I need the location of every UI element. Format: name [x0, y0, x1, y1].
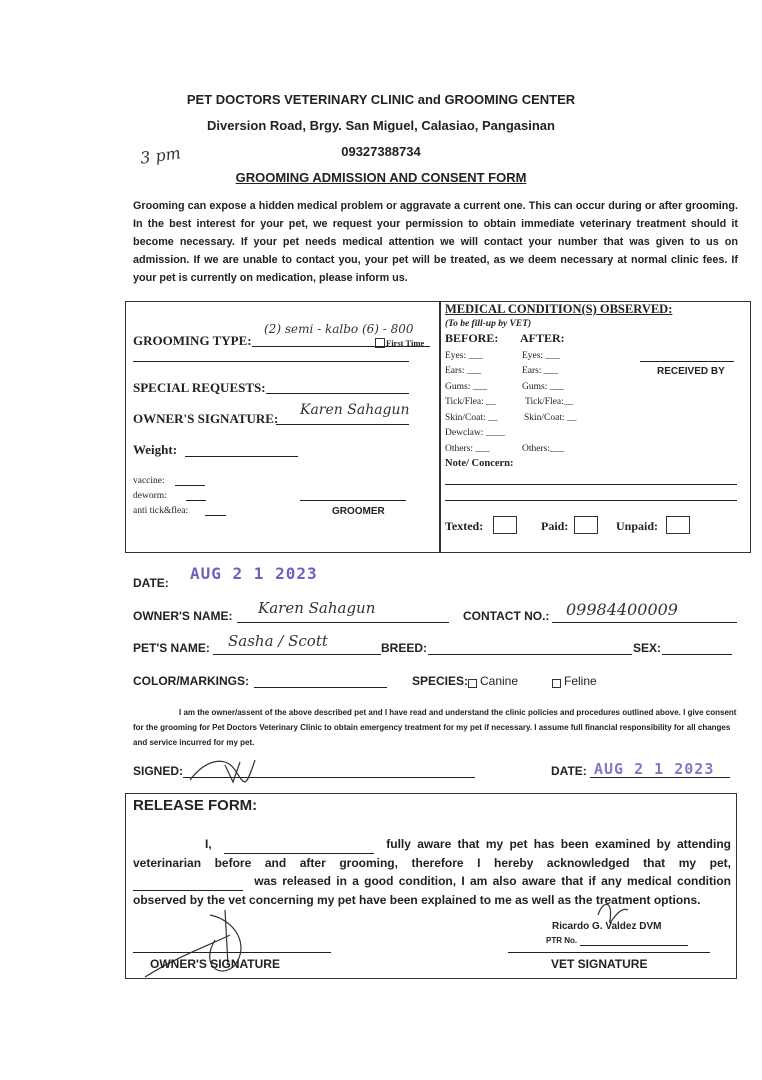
clinic-phone: 09327388734	[341, 144, 421, 159]
breed-field[interactable]	[428, 654, 632, 655]
after-eyes[interactable]: Eyes: ___	[522, 351, 560, 361]
release-owner-field[interactable]	[224, 835, 374, 854]
signed-date-stamp[interactable]: AUG 2 1 2023	[594, 760, 715, 778]
owner-signature-caption: OWNER'S SIGNATURE	[150, 957, 280, 971]
before-skin[interactable]: Skin/Coat: __	[445, 413, 498, 423]
release-text	[133, 835, 731, 909]
pet-name-value[interactable]: Sasha / Scott	[228, 632, 328, 650]
after-others[interactable]: Others:___	[522, 444, 565, 454]
release-owner-scribble	[140, 905, 270, 985]
ptr-label: PTR No.	[546, 936, 578, 945]
vet-signature-scribble	[588, 895, 638, 935]
clinic-name: PET DOCTORS VETERINARY CLINIC and GROOMING CENTER	[186, 92, 576, 107]
after-tick[interactable]: Tick/Flea:__	[525, 397, 574, 407]
before-gums-label: Gums:	[445, 382, 471, 392]
before-eyes[interactable]: Eyes: ___	[445, 351, 483, 361]
color-label: COLOR/MARKINGS:	[133, 674, 249, 688]
after-ears[interactable]: Ears: ___	[522, 366, 559, 376]
pet-name-label: PET'S NAME:	[133, 641, 210, 655]
special-requests-label: SPECIAL REQUESTS:	[133, 380, 266, 395]
color-field[interactable]	[254, 687, 387, 688]
groomer-line	[300, 500, 406, 501]
breed-label: BREED:	[381, 641, 428, 655]
feline-checkbox[interactable]	[552, 679, 561, 688]
clinic-address: Diversion Road, Brgy. San Miguel, Calasiao, Pangasinan	[207, 118, 555, 133]
anti-tick-label: anti tick&flea:	[133, 506, 189, 516]
texted-label: Texted:	[445, 519, 484, 533]
dewclaw-label: Dewclaw:	[445, 428, 484, 438]
canine-label: Canine	[480, 674, 519, 688]
anti-tick-field[interactable]	[205, 515, 226, 516]
paid-label: Paid:	[541, 519, 569, 533]
before-ears-label: Ears:	[445, 366, 465, 376]
groomer-label: GROOMER	[332, 506, 385, 517]
sex-field[interactable]	[662, 654, 732, 655]
first-time-label: First Time	[386, 338, 425, 348]
after-skin-label: Skin/Coat:	[524, 413, 565, 423]
owner-name-value[interactable]: Karen Sahagun	[258, 599, 376, 617]
before-ears[interactable]: Ears: ___	[445, 366, 482, 376]
species-label: SPECIES:	[412, 674, 469, 688]
pet-name-line	[213, 654, 381, 655]
vet-signature-caption: VET SIGNATURE	[551, 957, 648, 971]
release-part2: was released in a good condition, I am also aware that if any medical condition observed by the vet concerning my pet have been explained to me as well as the treatment options.	[133, 874, 732, 907]
release-pet-field[interactable]	[133, 872, 243, 891]
unpaid-checkbox[interactable]	[666, 516, 690, 534]
feline-label: Feline	[564, 674, 597, 688]
before-label: BEFORE:	[445, 331, 499, 345]
vaccine-field[interactable]	[175, 485, 205, 486]
contact-label: CONTACT NO.:	[463, 609, 550, 623]
release-i: I,	[205, 837, 212, 851]
release-title: RELEASE FORM:	[133, 797, 258, 814]
after-gums-label: Gums:	[522, 382, 548, 392]
before-others-label: Others:	[445, 444, 473, 454]
owner-signature-value[interactable]: Karen Sahagun	[300, 402, 410, 418]
grooming-type-value[interactable]: (2) semi - kalbo (6) - 800	[264, 322, 414, 336]
paid-checkbox[interactable]	[574, 516, 598, 534]
note-line-1[interactable]	[445, 484, 737, 485]
note-line-2[interactable]	[445, 500, 737, 501]
medical-subtitle: (To be fill-up by VET)	[445, 319, 532, 329]
special-requests-field[interactable]	[266, 393, 409, 394]
weight-label: Weight:	[133, 442, 178, 457]
unpaid-label: Unpaid:	[616, 519, 659, 533]
sex-label: SEX:	[633, 641, 662, 655]
after-tick-label: Tick/Flea:	[525, 397, 564, 407]
dewclaw[interactable]: Dewclaw: ____	[445, 428, 505, 438]
first-time-checkbox[interactable]	[375, 338, 385, 348]
form-title: GROOMING ADMISSION AND CONSENT FORM	[235, 170, 527, 185]
medical-title: MEDICAL CONDITION(S) OBSERVED:	[445, 302, 673, 316]
vaccine-label: vaccine:	[133, 476, 165, 486]
after-skin[interactable]: Skin/Coat: __	[524, 413, 577, 423]
grooming-type-line-2	[133, 361, 409, 362]
ptr-line	[580, 945, 688, 946]
owner-signature-label: OWNER'S SIGNATURE:	[133, 411, 279, 426]
after-label: AFTER:	[520, 331, 565, 345]
contact-line	[552, 622, 737, 623]
owner-signature-scribble	[185, 750, 265, 790]
vet-name: Ricardo G. Valdez DVM	[552, 921, 662, 932]
signed-label: SIGNED:	[133, 764, 184, 778]
grooming-type-label: GROOMING TYPE:	[133, 333, 252, 348]
before-skin-label: Skin/Coat:	[445, 413, 486, 423]
owner-name-line	[237, 622, 449, 623]
texted-checkbox[interactable]	[493, 516, 517, 534]
intro-paragraph: Grooming can expose a hidden medical problem or aggravate a current one. This can occur during or after grooming. In the best interest for your pet, we request your permission to obtain immediate veterinary treatment should it become necessary. If your pet needs medical attention we will contact your number that was given to us on admission. If we are unable to contact you, your pet will be treated, as we deem necessary at normal clinic fees. If your pet is currently on medication, please inform us.	[133, 200, 738, 284]
date-label: DATE:	[133, 576, 169, 590]
after-ears-label: Ears:	[522, 366, 542, 376]
before-eyes-label: Eyes:	[445, 351, 467, 361]
note-label: Note/ Concern:	[445, 458, 514, 469]
weight-field[interactable]	[185, 456, 298, 457]
consent-paragraph: I am the owner/assent of the above described pet and I have read and understand the clinic policies and procedures outlined above. I give consent for the grooming for Pet Doctors Veterinary Clinic to obtain emergency treatment for my pet if necessary. I assume full financial responsibility for all changes and service incurred for my pet.	[133, 708, 737, 747]
deworm-field[interactable]	[186, 500, 206, 501]
owner-name-label: OWNER'S NAME:	[133, 609, 233, 623]
after-others-label: Others:	[522, 444, 550, 454]
box-divider	[439, 301, 441, 553]
after-gums[interactable]: Gums: ___	[522, 382, 564, 392]
before-tick-label: Tick/Flea:	[445, 397, 484, 407]
deworm-label: deworm:	[133, 491, 167, 501]
contact-value[interactable]: 09984400009	[566, 600, 678, 619]
after-eyes-label: Eyes:	[522, 351, 544, 361]
owner-signature-line	[276, 424, 409, 425]
canine-checkbox[interactable]	[468, 679, 477, 688]
signed-date-label: DATE:	[551, 764, 587, 778]
release-part1: fully aware that my pet has been examined by attending veterinarian before and after grooming, therefore I hereby acknowledged that my pet,	[133, 837, 731, 870]
before-tick[interactable]: Tick/Flea: __	[445, 397, 496, 407]
vet-sig-line	[508, 952, 710, 953]
received-by-label: RECEIVED BY	[657, 366, 725, 377]
before-gums[interactable]: Gums: ___	[445, 382, 487, 392]
time-note: 3 pm	[138, 143, 182, 168]
before-others[interactable]: Others: ___	[445, 444, 490, 454]
date-stamp[interactable]: AUG 2 1 2023	[190, 564, 318, 583]
received-by-line	[640, 361, 734, 362]
